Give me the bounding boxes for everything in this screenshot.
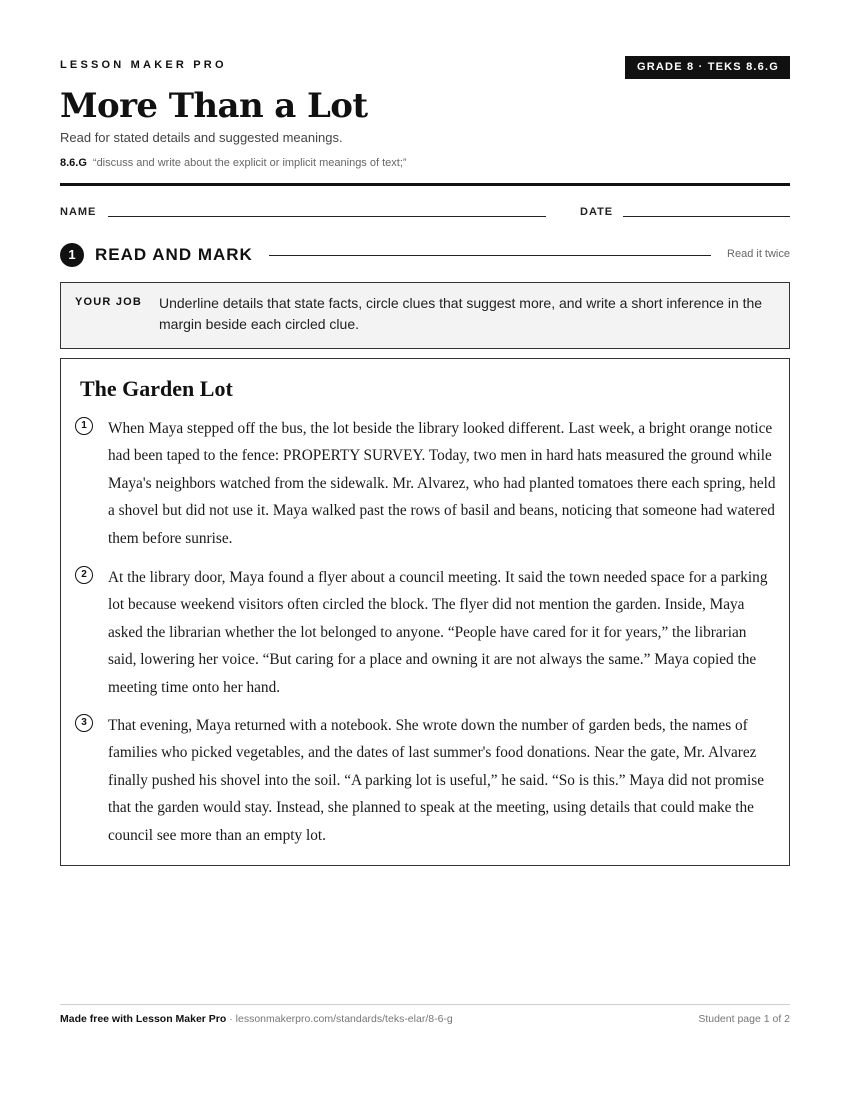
- page-title: More Than a Lot: [60, 86, 368, 126]
- section-note: Read it twice: [727, 248, 790, 260]
- name-label: NAME: [60, 206, 97, 218]
- standard-text: “discuss and write about the explicit or implicit meanings of text;”: [92, 157, 407, 169]
- date-field[interactable]: [623, 216, 790, 217]
- section-header: [60, 243, 790, 269]
- passage-title: The Garden Lot: [80, 376, 233, 401]
- grade-badge: GRADE 8 · TEKS 8.6.G: [625, 56, 790, 79]
- standard-code: 8.6.G: [60, 157, 87, 169]
- page-number: Student page 1 of 2: [698, 1013, 790, 1025]
- instructions-text: Underline details that state facts, circle clues that suggest more, and write a short inference in the margin beside each circled clue.: [159, 295, 763, 332]
- footer-divider: [60, 1004, 790, 1005]
- paragraph-text: When Maya stepped off the bus, the lot beside the library looked different. Last week, a bright orange notice had been taped to the fence: PROPERTY SURVEY. Today, two men in hard hats measured the ground while Maya's neighbors watched from the sidewalk. Mr. Alvarez, who had planted tomatoes there each spring, held a shovel but did not use it. Maya walked past the rows of basil and beans, noticing that someone had watered them before sunrise.: [108, 420, 776, 547]
- page-subtitle: Read for stated details and suggested meanings.: [60, 130, 343, 145]
- date-label: DATE: [580, 206, 614, 218]
- worksheet-page: [60, 0, 790, 1100]
- paragraph-number: 1: [75, 417, 93, 435]
- name-field[interactable]: [108, 216, 546, 217]
- brand-name: LESSON MAKER PRO: [60, 59, 227, 71]
- footer-credit: [60, 1013, 453, 1025]
- standard-line: [60, 157, 407, 169]
- section-number: 1: [60, 243, 84, 267]
- footer-made-with: Made free with Lesson Maker Pro: [60, 1013, 227, 1025]
- paragraph-text: That evening, Maya returned with a notebook. She wrote down the number of garden beds, the names of families who picked vegetables, and the dates of last summer's food donations. Near the gate, Mr. Alvarez finally pushed his shovel into the soil. “A parking lot is useful,” he said. “So is this.” Maya did not promise that the garden would stay. Instead, she planned to speak at the meeting, using details that could make the council see more than an empty lot.: [108, 717, 764, 844]
- header-divider: [60, 183, 790, 186]
- paragraph-number: 3: [75, 714, 93, 732]
- name-date-row: [60, 204, 790, 220]
- section-divider: [269, 255, 711, 256]
- instructions-label: YOUR JOB: [75, 296, 143, 308]
- paragraph-number: 2: [75, 566, 93, 584]
- top-bar: [60, 56, 790, 80]
- footer-separator: ·: [226, 1013, 236, 1025]
- reading-passage: [60, 358, 790, 866]
- section-title: READ AND MARK: [95, 245, 253, 264]
- paragraph-text: At the library door, Maya found a flyer about a council meeting. It said the town needed space for a parking lot because weekend visitors often circled the block. The flyer did not mention the garden. Inside, Maya asked the librarian whether the lot belonged to anyone. “People have cared for it for years,” the librarian said, lowering her voice. “But caring for a place and owning it are not always the same.” Maya copied the meeting time onto her hand.: [108, 569, 768, 696]
- footer-url[interactable]: lessonmakerpro.com/standards/teks-elar/8-6-g: [235, 1013, 453, 1025]
- instructions-box: [60, 282, 790, 349]
